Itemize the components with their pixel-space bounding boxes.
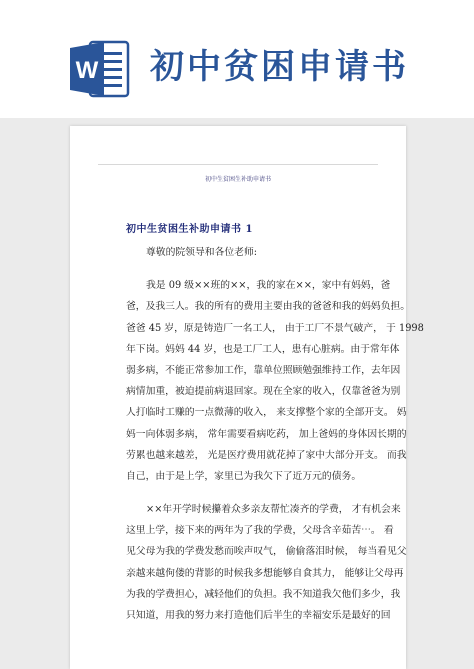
body-line: 只知道，用我的努力来打造他们后半生的幸福安乐是最好的回: [126, 610, 391, 621]
body-line: 我是 09 级××班的××，我的家在××，家中有妈妈，爸: [146, 280, 391, 292]
document-page: [70, 126, 424, 669]
body-line: 人打临时工赚的一点微薄的收入， 来支撑整个家的全部开支。 妈: [126, 407, 407, 419]
body-line: 弱多病，不能正常参加工作，靠单位照顾勉强维持工作，去年因: [126, 364, 401, 376]
body-line: 爸，及我三人。我的所有的费用主要由我的爸爸和我的妈妈负担。: [126, 301, 411, 313]
body-line: 自己，由于是上学，家里已为我欠下了近万元的债务。: [126, 470, 362, 482]
body-line: 年下岗。妈妈 44 岁，也是工厂工人，患有心脏病。由于常年体: [126, 343, 400, 355]
document-title: 初中生贫困生补助申请书 1: [126, 224, 253, 235]
body-line: 爸爸 45 岁，原是铸造厂一名工人， 由于工厂不景气破产， 于 1998: [126, 322, 424, 334]
body-line: ××年开学时候攥着众多亲友帮忙凑齐的学费， 才有机会来: [146, 504, 401, 516]
salutation: 尊敬的院领导和各位老师:: [146, 247, 258, 258]
body-line: 这里上学，接下来的两年为了我的学费，父母含辛茹苦⋯。 看: [126, 525, 394, 537]
body-line: 病情加重，被迫提前病退回家。现在全家的收入，仅靠爸爸为别: [126, 386, 401, 398]
running-header: 初中生贫困生补助申请书: [204, 176, 271, 183]
word-document-icon: [70, 38, 130, 100]
body-line: 亲越来越佝偻的背影的时候我多想能够自食其力， 能够让父母再: [126, 567, 404, 579]
spacer: [126, 487, 374, 499]
word-icon-letter: W: [75, 57, 99, 84]
banner-header: [0, 0, 474, 120]
body-line: 妈一向体弱多病， 常年需要看病吃药， 加上爸妈的身体因长期的: [126, 428, 407, 440]
spacer: [126, 263, 374, 275]
header-rule: [98, 164, 378, 165]
body-line: 见父母为我的学费发愁而唉声叹气， 偷偷落泪时候， 每当看见父: [126, 546, 407, 558]
document-body: [126, 242, 424, 626]
body-line: 劳累也越来越差， 光是医疗费用就花掉了家中大部分开支。 而我: [126, 449, 407, 461]
banner-title: 初中贫困申请书: [150, 47, 409, 87]
body-line: 为我的学费担心，减轻他们的负担。我不知道我欠他们多少，我: [126, 588, 401, 600]
